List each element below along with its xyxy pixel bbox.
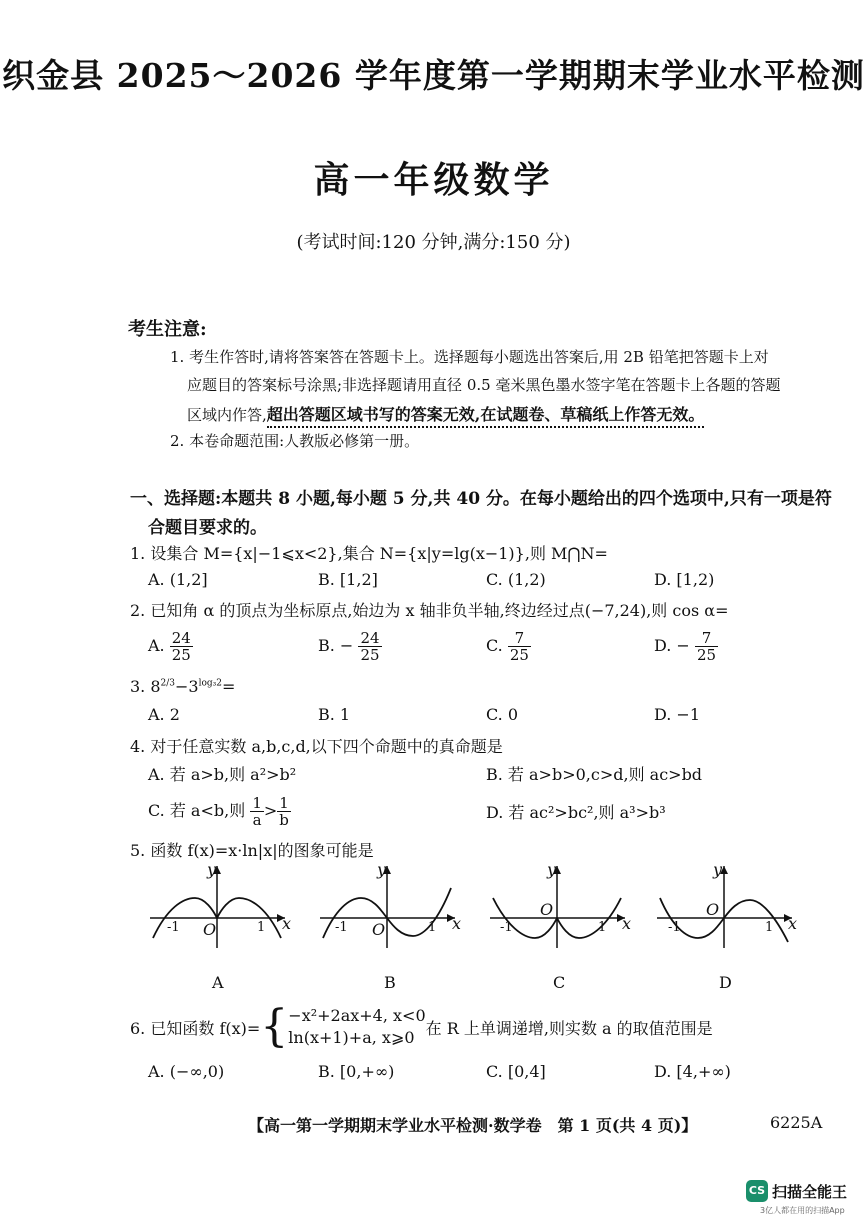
q5-graph-a bbox=[145, 860, 295, 950]
fraction-numerator: 1 bbox=[277, 795, 291, 812]
graph-a-one: 1 bbox=[257, 920, 266, 935]
graph-c-x-label: x bbox=[622, 914, 632, 933]
graph-c-origin: O bbox=[540, 900, 554, 919]
graph-a-x-label: x bbox=[282, 914, 292, 933]
notice-heading: 考生注意: bbox=[128, 319, 207, 340]
q2-option-d-letter: D. − bbox=[654, 636, 690, 655]
q6-option-c: C. [0,4] bbox=[486, 1062, 546, 1081]
graph-c-neg-one: -1 bbox=[500, 920, 513, 935]
graph-d-neg-one: -1 bbox=[668, 920, 681, 935]
camscanner-name: 扫描全能王 bbox=[772, 1183, 848, 1201]
q2-option-c bbox=[486, 630, 531, 663]
exam-title: 织金县 2025～2026 学年度第一学期期末学业水平检测 bbox=[2, 56, 865, 95]
graph-a-label: A bbox=[212, 973, 224, 992]
q2-option-a-fraction bbox=[170, 630, 193, 663]
graph-b-label: B bbox=[384, 973, 396, 992]
graph-b-origin: O bbox=[372, 920, 386, 939]
q1-option-a: A. (1,2] bbox=[148, 570, 208, 589]
fraction-numerator: 7 bbox=[508, 630, 531, 647]
section1-line1: 一、选择题:本题共 8 小题,每小题 5 分,共 40 分。在每小题给出的四个选项中,只有一项是符 bbox=[130, 489, 832, 509]
q6-cases bbox=[288, 1005, 425, 1049]
exam-info: (考试时间:120 分钟,满分:150 分) bbox=[296, 232, 571, 253]
notice-item1-line3 bbox=[187, 402, 704, 425]
graph-d-x-label: x bbox=[788, 914, 798, 933]
q2-option-d-fraction bbox=[695, 630, 718, 663]
q2-stem: 2. 已知角 α 的顶点为坐标原点,始边为 x 轴非负半轴,终边经过点(−7,24),则 cos α= bbox=[130, 601, 729, 620]
fraction-numerator: 7 bbox=[695, 630, 718, 647]
q1-option-c: C. (1,2) bbox=[486, 570, 546, 589]
q2-option-d bbox=[654, 630, 718, 663]
q2-option-c-fraction bbox=[508, 630, 531, 663]
page-footer: 【高一第一学期期末学业水平检测·数学卷 第 1 页(共 4 页)】 bbox=[248, 1116, 698, 1135]
fraction-numerator: 24 bbox=[360, 629, 380, 647]
q3-option-a: A. 2 bbox=[148, 705, 180, 724]
q2-option-a-letter: A. bbox=[148, 636, 165, 655]
graph-c-one: 1 bbox=[598, 920, 607, 935]
graph-b-x-label: x bbox=[452, 914, 462, 933]
q6-case1: −x²+2ax+4, x<0 bbox=[288, 1006, 426, 1025]
graph-c-y-label: y bbox=[547, 860, 557, 879]
fraction-denominator: a bbox=[252, 811, 262, 829]
camscanner-logo-icon: CS bbox=[746, 1180, 768, 1202]
q6-brace: { bbox=[260, 1001, 289, 1052]
graph-c-label: C bbox=[553, 973, 566, 992]
graph-a-origin: O bbox=[203, 920, 217, 939]
q4-option-c-text: C. 若 a<b,则 bbox=[148, 801, 246, 820]
graph-d-one: 1 bbox=[765, 920, 774, 935]
q6-option-a: A. (−∞,0) bbox=[148, 1062, 225, 1081]
q6-stem bbox=[130, 1001, 713, 1052]
graph-a-neg-one: -1 bbox=[167, 920, 180, 935]
fraction-denominator: 25 bbox=[509, 646, 529, 664]
notice-item1-line2: 应题目的答案标号涂黑;非选择题请用直径 0.5 毫米黑色墨水签字笔在答题卡上各题的答题 bbox=[187, 376, 781, 394]
q3-exponent-log: log₃2 bbox=[198, 678, 223, 689]
q1-stem: 1. 设集合 M={x|−1⩽x<2},集合 N={x|y=lg(x−1)},则 M⋂N= bbox=[130, 544, 608, 563]
q1-option-b: B. [1,2] bbox=[318, 570, 378, 589]
q3-base: 3. 8 bbox=[130, 677, 161, 696]
q3-equals: = bbox=[222, 677, 236, 696]
section1-line2: 合题目要求的。 bbox=[148, 518, 267, 538]
paper-code: 6225A bbox=[770, 1113, 823, 1132]
q6-stem-post: 在 R 上单调递增,则实数 a 的取值范围是 bbox=[425, 1018, 713, 1038]
q3-option-c: C. 0 bbox=[486, 705, 519, 724]
q5-stem: 5. 函数 f(x)=x·ln|x|的图象可能是 bbox=[130, 841, 374, 860]
q3-exponent: 2/3 bbox=[160, 678, 176, 689]
fraction-denominator: 25 bbox=[360, 646, 380, 664]
q2-option-b-letter: B. − bbox=[318, 636, 354, 655]
q2-option-a bbox=[148, 630, 193, 663]
q4-stem: 4. 对于任意实数 a,b,c,d,以下四个命题中的真命题是 bbox=[130, 737, 503, 756]
fraction-denominator: 25 bbox=[696, 646, 717, 664]
q2-option-b bbox=[318, 630, 382, 663]
notice-item1-line3-a: 区域内作答, bbox=[187, 406, 267, 424]
q5-graph-c bbox=[485, 860, 635, 950]
q3-stem bbox=[130, 677, 235, 696]
graph-d-y-label: y bbox=[713, 860, 723, 879]
notice-item1-line1: 1. 考生作答时,请将答案答在答题卡上。选择题每小题选出答案后,用 2B 铅笔把答题卡上对 bbox=[170, 348, 769, 366]
q2-option-b-fraction bbox=[358, 630, 381, 663]
q6-case2: ln(x+1)+a, x⩾0 bbox=[288, 1028, 415, 1047]
q1-option-d: D. [1,2) bbox=[654, 570, 715, 589]
q3-option-d: D. −1 bbox=[654, 705, 701, 724]
q4-option-c bbox=[148, 795, 291, 828]
q4-option-d: D. 若 ac²>bc²,则 a³>b³ bbox=[486, 803, 666, 822]
q6-option-d: D. [4,+∞) bbox=[654, 1062, 731, 1081]
q6-stem-pre: 6. 已知函数 f(x)= bbox=[130, 1018, 261, 1038]
graph-b-neg-one: -1 bbox=[335, 920, 348, 935]
q2-option-c-letter: C. bbox=[486, 636, 503, 655]
graph-d-label: D bbox=[719, 973, 732, 992]
graph-a-y-label: y bbox=[207, 860, 217, 879]
fraction-denominator: 25 bbox=[171, 646, 191, 664]
fraction-denominator: b bbox=[279, 811, 289, 829]
q6-option-b: B. [0,+∞) bbox=[318, 1062, 395, 1081]
notice-item2: 2. 本卷命题范围:人教版必修第一册。 bbox=[170, 432, 420, 450]
q4-option-a: A. 若 a>b,则 a²>b² bbox=[148, 765, 297, 784]
q4-option-c-frac1 bbox=[250, 795, 264, 828]
fraction-numerator: 24 bbox=[171, 629, 191, 647]
camscanner-slogan: 3亿人都在用的扫描App bbox=[760, 1206, 845, 1215]
q4-option-c-frac2 bbox=[277, 795, 291, 828]
q4-option-b: B. 若 a>b>0,c>d,则 ac>bd bbox=[486, 765, 703, 784]
fraction-numerator: 1 bbox=[252, 794, 262, 812]
graph-b-y-label: y bbox=[377, 860, 387, 879]
graph-b-one: 1 bbox=[428, 920, 437, 935]
q5-graph-b bbox=[315, 860, 465, 950]
graph-d-origin: O bbox=[706, 900, 720, 919]
q4-option-c-gt: > bbox=[263, 801, 278, 820]
q3-mid: −3 bbox=[175, 677, 199, 696]
q3-option-b: B. 1 bbox=[318, 705, 351, 724]
q5-graph-d bbox=[652, 860, 802, 950]
notice-emphasis: 超出答题区域书写的答案无效,在试题卷、草稿纸上作答无效。 bbox=[267, 405, 705, 428]
exam-subtitle: 高一年级数学 bbox=[313, 159, 554, 201]
